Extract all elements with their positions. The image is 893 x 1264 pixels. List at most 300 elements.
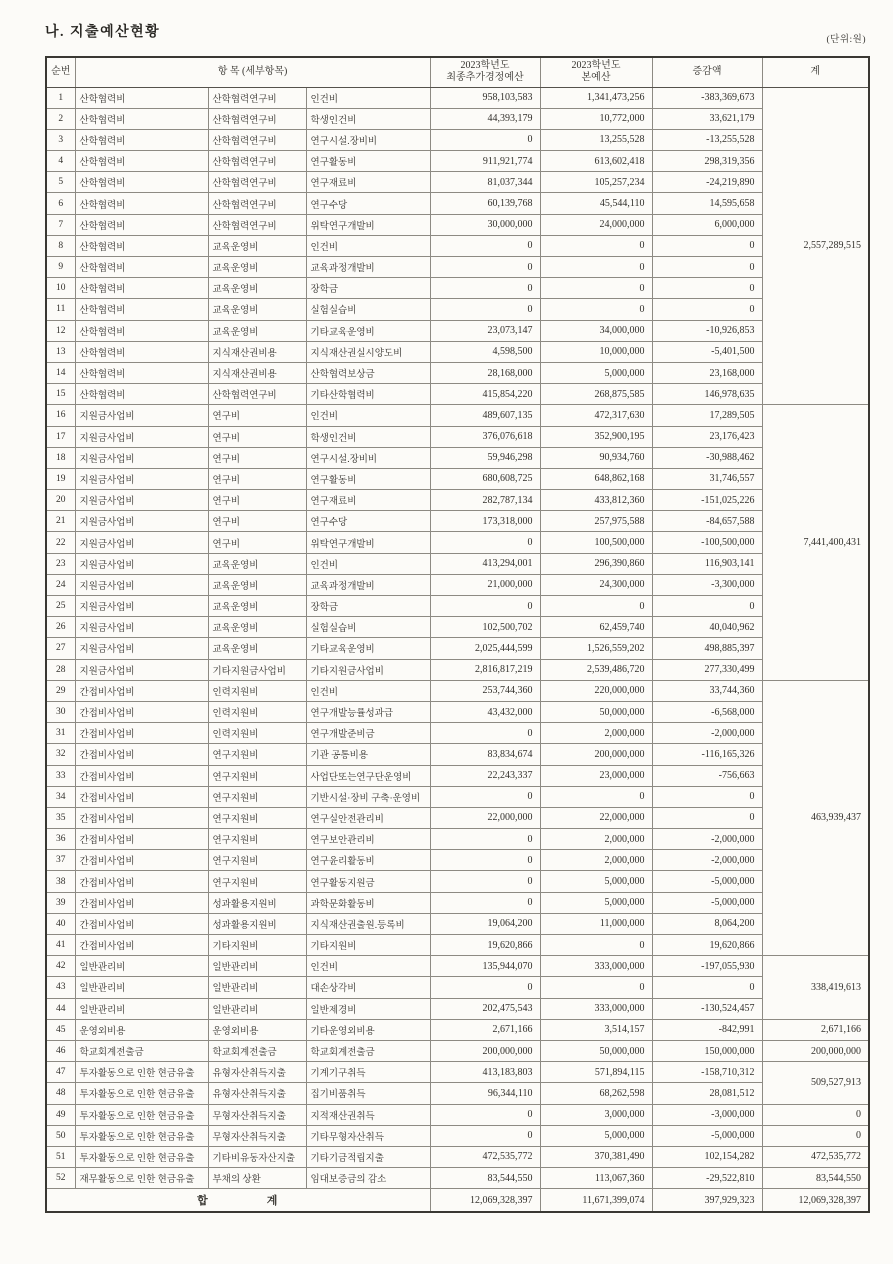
cell-change-amount: 277,330,499 [652, 659, 762, 680]
cell-item-level3: 과학문화활동비 [306, 892, 430, 913]
cell-main-budget: 5,000,000 [540, 892, 652, 913]
cell-item-level2: 학교회계전출금 [208, 1040, 306, 1061]
cell-item-level2: 기타지원금사업비 [208, 659, 306, 680]
cell-item-level1: 지원금사업비 [75, 426, 208, 447]
cell-main-budget: 333,000,000 [540, 998, 652, 1019]
table-row [46, 257, 869, 278]
cell-change-amount: 0 [652, 977, 762, 998]
cell-item-level2: 연구비 [208, 490, 306, 511]
cell-change-amount: -116,165,326 [652, 744, 762, 765]
cell-main-budget: 472,317,630 [540, 405, 652, 426]
cell-final-budget: 135,944,070 [430, 956, 540, 977]
cell-item-level2: 연구비 [208, 426, 306, 447]
grand-total-sum: 12,069,328,397 [762, 1189, 869, 1212]
cell-main-budget: 5,000,000 [540, 871, 652, 892]
cell-item-level3: 인건비 [306, 235, 430, 256]
cell-final-budget: 173,318,000 [430, 511, 540, 532]
cell-row-number: 9 [46, 257, 75, 278]
cell-main-budget: 433,812,360 [540, 490, 652, 511]
grand-total-label: 합 계 [46, 1189, 430, 1212]
cell-final-budget: 0 [430, 977, 540, 998]
cell-item-level2: 연구지원비 [208, 807, 306, 828]
cell-final-budget: 282,787,134 [430, 490, 540, 511]
table-row [46, 405, 869, 426]
cell-row-number: 49 [46, 1104, 75, 1125]
cell-item-level1: 지원금사업비 [75, 405, 208, 426]
cell-row-number: 50 [46, 1125, 75, 1146]
cell-main-budget: 571,894,115 [540, 1062, 652, 1083]
cell-row-number: 15 [46, 384, 75, 405]
table-row [46, 532, 869, 553]
cell-row-number: 14 [46, 362, 75, 383]
table-row [46, 596, 869, 617]
table-row [46, 829, 869, 850]
cell-item-level3: 인건비 [306, 87, 430, 108]
cell-change-amount: 0 [652, 596, 762, 617]
cell-change-amount: -2,000,000 [652, 850, 762, 871]
cell-item-level2: 유형자산취득지출 [208, 1062, 306, 1083]
cell-item-level1: 산학협력비 [75, 235, 208, 256]
cell-group-total: 509,527,913 [762, 1062, 869, 1104]
cell-item-level2: 기타지원비 [208, 935, 306, 956]
cell-final-budget: 22,000,000 [430, 807, 540, 828]
cell-final-budget: 253,744,360 [430, 680, 540, 701]
cell-final-budget: 43,432,000 [430, 701, 540, 722]
cell-item-level2: 교육운영비 [208, 257, 306, 278]
grand-total-diff: 397,929,323 [652, 1189, 762, 1212]
cell-item-level1: 일반관리비 [75, 977, 208, 998]
cell-change-amount: 0 [652, 807, 762, 828]
table-row [46, 1062, 869, 1083]
cell-item-level2: 연구지원비 [208, 871, 306, 892]
cell-item-level1: 지원금사업비 [75, 596, 208, 617]
cell-change-amount: 17,289,505 [652, 405, 762, 426]
cell-main-budget: 333,000,000 [540, 956, 652, 977]
cell-item-level2: 교육운영비 [208, 574, 306, 595]
cell-row-number: 42 [46, 956, 75, 977]
cell-change-amount: 0 [652, 299, 762, 320]
cell-group-total: 0 [762, 1125, 869, 1146]
cell-change-amount: 28,081,512 [652, 1083, 762, 1104]
cell-final-budget: 81,037,344 [430, 172, 540, 193]
cell-item-level2: 연구비 [208, 511, 306, 532]
cell-item-level3: 연구수당 [306, 511, 430, 532]
cell-item-level3: 연구수당 [306, 193, 430, 214]
cell-item-level2: 연구지원비 [208, 786, 306, 807]
cell-row-number: 13 [46, 341, 75, 362]
cell-main-budget: 613,602,418 [540, 151, 652, 172]
cell-main-budget: 62,459,740 [540, 617, 652, 638]
cell-item-level3: 교육과정개발비 [306, 257, 430, 278]
cell-group-total: 7,441,400,431 [762, 405, 869, 680]
cell-item-level3: 학생인건비 [306, 426, 430, 447]
cell-row-number: 33 [46, 765, 75, 786]
cell-row-number: 19 [46, 468, 75, 489]
cell-row-number: 37 [46, 850, 75, 871]
cell-item-level1: 투자활동으로 인한 현금유출 [75, 1125, 208, 1146]
cell-main-budget: 1,341,473,256 [540, 87, 652, 108]
header-diff: 증감액 [652, 57, 762, 87]
cell-change-amount: -5,000,000 [652, 892, 762, 913]
table-row [46, 214, 869, 235]
cell-item-level2: 연구비 [208, 447, 306, 468]
cell-item-level2: 기타비유동자산지출 [208, 1146, 306, 1167]
cell-item-level3: 장학금 [306, 278, 430, 299]
cell-row-number: 44 [46, 998, 75, 1019]
cell-main-budget: 100,500,000 [540, 532, 652, 553]
cell-item-level1: 투자활동으로 인한 현금유출 [75, 1104, 208, 1125]
table-row [46, 87, 869, 108]
cell-change-amount: -2,000,000 [652, 723, 762, 744]
cell-main-budget: 370,381,490 [540, 1146, 652, 1167]
cell-change-amount: 23,176,423 [652, 426, 762, 447]
cell-item-level2: 부채의 상환 [208, 1168, 306, 1189]
cell-item-level2: 산학협력연구비 [208, 193, 306, 214]
cell-group-total: 2,671,166 [762, 1019, 869, 1040]
cell-item-level2: 성과활용지원비 [208, 913, 306, 934]
cell-main-budget: 0 [540, 278, 652, 299]
cell-final-budget: 0 [430, 850, 540, 871]
cell-item-level3: 지식재산권출원.등록비 [306, 913, 430, 934]
cell-row-number: 4 [46, 151, 75, 172]
header-item: 항 목 (세부항목) [75, 57, 430, 87]
cell-main-budget: 10,000,000 [540, 341, 652, 362]
table-row [46, 1019, 869, 1040]
cell-row-number: 16 [46, 405, 75, 426]
cell-item-level3: 지식재산권실시양도비 [306, 341, 430, 362]
cell-change-amount: -383,369,673 [652, 87, 762, 108]
cell-row-number: 34 [46, 786, 75, 807]
cell-item-level3: 기타산학협력비 [306, 384, 430, 405]
cell-main-budget: 0 [540, 257, 652, 278]
cell-change-amount: 0 [652, 786, 762, 807]
cell-change-amount: -3,000,000 [652, 1104, 762, 1125]
cell-row-number: 45 [46, 1019, 75, 1040]
cell-final-budget: 413,294,001 [430, 553, 540, 574]
cell-item-level1: 간접비사업비 [75, 807, 208, 828]
cell-item-level1: 산학협력비 [75, 299, 208, 320]
cell-item-level1: 산학협력비 [75, 87, 208, 108]
cell-main-budget: 24,000,000 [540, 214, 652, 235]
table-row [46, 362, 869, 383]
cell-main-budget: 296,390,860 [540, 553, 652, 574]
cell-item-level2: 산학협력연구비 [208, 108, 306, 129]
table-row [46, 765, 869, 786]
cell-item-level2: 지식재산권비용 [208, 341, 306, 362]
cell-final-budget: 96,344,110 [430, 1083, 540, 1104]
cell-item-level1: 간접비사업비 [75, 913, 208, 934]
cell-item-level2: 연구지원비 [208, 850, 306, 871]
table-header-row [46, 57, 869, 87]
cell-change-amount: -842,991 [652, 1019, 762, 1040]
cell-change-amount: 40,040,962 [652, 617, 762, 638]
cell-item-level3: 인건비 [306, 553, 430, 574]
cell-row-number: 47 [46, 1062, 75, 1083]
cell-main-budget: 13,255,528 [540, 129, 652, 150]
cell-change-amount: -130,524,457 [652, 998, 762, 1019]
cell-main-budget: 0 [540, 299, 652, 320]
cell-change-amount: -151,025,226 [652, 490, 762, 511]
cell-final-budget: 30,000,000 [430, 214, 540, 235]
cell-item-level2: 유형자산취득지출 [208, 1083, 306, 1104]
cell-row-number: 43 [46, 977, 75, 998]
cell-final-budget: 0 [430, 278, 540, 299]
cell-item-level3: 일반제경비 [306, 998, 430, 1019]
cell-item-level2: 지식재산권비용 [208, 362, 306, 383]
cell-item-level3: 연구시설.장비비 [306, 447, 430, 468]
cell-main-budget: 648,862,168 [540, 468, 652, 489]
cell-change-amount: 0 [652, 235, 762, 256]
cell-group-total: 2,557,289,515 [762, 87, 869, 405]
cell-final-budget: 415,854,220 [430, 384, 540, 405]
cell-item-level2: 무형자산취득지출 [208, 1104, 306, 1125]
cell-item-level1: 지원금사업비 [75, 490, 208, 511]
cell-change-amount: -100,500,000 [652, 532, 762, 553]
table-row [46, 913, 869, 934]
cell-item-level1: 산학협력비 [75, 108, 208, 129]
cell-change-amount: -30,988,462 [652, 447, 762, 468]
cell-group-total: 200,000,000 [762, 1040, 869, 1061]
table-row [46, 617, 869, 638]
table-row [46, 850, 869, 871]
cell-main-budget: 34,000,000 [540, 320, 652, 341]
table-row [46, 129, 869, 150]
cell-item-level1: 지원금사업비 [75, 511, 208, 532]
cell-item-level3: 연구실안전관리비 [306, 807, 430, 828]
cell-item-level1: 산학협력비 [75, 129, 208, 150]
cell-item-level3: 위탁연구개발비 [306, 532, 430, 553]
cell-row-number: 21 [46, 511, 75, 532]
cell-change-amount: -5,000,000 [652, 1125, 762, 1146]
header-no: 순번 [46, 57, 75, 87]
cell-item-level1: 투자활동으로 인한 현금유출 [75, 1083, 208, 1104]
cell-item-level2: 교육운영비 [208, 278, 306, 299]
cell-row-number: 32 [46, 744, 75, 765]
cell-item-level1: 간접비사업비 [75, 723, 208, 744]
cell-item-level1: 산학협력비 [75, 341, 208, 362]
table-row [46, 193, 869, 214]
cell-main-budget: 352,900,195 [540, 426, 652, 447]
cell-item-level1: 간접비사업비 [75, 935, 208, 956]
cell-final-budget: 83,544,550 [430, 1168, 540, 1189]
cell-item-level1: 산학협력비 [75, 214, 208, 235]
cell-main-budget: 5,000,000 [540, 1125, 652, 1146]
cell-item-level1: 지원금사업비 [75, 553, 208, 574]
cell-item-level2: 산학협력연구비 [208, 384, 306, 405]
cell-item-level3: 학교회계전출금 [306, 1040, 430, 1061]
cell-item-level2: 교육운영비 [208, 617, 306, 638]
cell-item-level3: 기관 공통비용 [306, 744, 430, 765]
cell-main-budget: 50,000,000 [540, 701, 652, 722]
cell-final-budget: 0 [430, 786, 540, 807]
cell-item-level3: 연구보안관리비 [306, 829, 430, 850]
cell-final-budget: 0 [430, 892, 540, 913]
table-row [46, 744, 869, 765]
cell-item-level2: 교육운영비 [208, 235, 306, 256]
cell-final-budget: 4,598,500 [430, 341, 540, 362]
cell-row-number: 36 [46, 829, 75, 850]
cell-item-level3: 인건비 [306, 680, 430, 701]
cell-item-level1: 투자활동으로 인한 현금유출 [75, 1146, 208, 1167]
cell-row-number: 7 [46, 214, 75, 235]
table-row [46, 701, 869, 722]
cell-main-budget: 3,514,157 [540, 1019, 652, 1040]
cell-item-level3: 연구재료비 [306, 172, 430, 193]
cell-final-budget: 0 [430, 257, 540, 278]
table-row [46, 998, 869, 1019]
cell-item-level1: 학교회계전출금 [75, 1040, 208, 1061]
cell-change-amount: 33,621,179 [652, 108, 762, 129]
cell-item-level1: 재무활동으로 인한 현금유출 [75, 1168, 208, 1189]
cell-item-level2: 교육운영비 [208, 320, 306, 341]
cell-change-amount: -5,000,000 [652, 871, 762, 892]
table-row [46, 1040, 869, 1061]
cell-main-budget: 2,000,000 [540, 829, 652, 850]
cell-item-level2: 연구지원비 [208, 829, 306, 850]
table-row [46, 151, 869, 172]
cell-row-number: 3 [46, 129, 75, 150]
cell-main-budget: 0 [540, 977, 652, 998]
cell-item-level3: 대손상각비 [306, 977, 430, 998]
cell-item-level3: 연구재료비 [306, 490, 430, 511]
cell-final-budget: 59,946,298 [430, 447, 540, 468]
cell-item-level3: 인건비 [306, 956, 430, 977]
table-row [46, 299, 869, 320]
cell-change-amount: -6,568,000 [652, 701, 762, 722]
table-row [46, 490, 869, 511]
cell-change-amount: 0 [652, 257, 762, 278]
cell-item-level1: 간접비사업비 [75, 744, 208, 765]
cell-row-number: 22 [46, 532, 75, 553]
cell-final-budget: 0 [430, 299, 540, 320]
cell-main-budget: 45,544,110 [540, 193, 652, 214]
cell-change-amount: 298,319,356 [652, 151, 762, 172]
cell-item-level3: 연구활동지원금 [306, 871, 430, 892]
cell-item-level1: 지원금사업비 [75, 617, 208, 638]
cell-main-budget: 5,000,000 [540, 362, 652, 383]
cell-row-number: 5 [46, 172, 75, 193]
cell-item-level2: 연구지원비 [208, 765, 306, 786]
cell-item-level1: 간접비사업비 [75, 786, 208, 807]
cell-item-level1: 간접비사업비 [75, 680, 208, 701]
cell-item-level1: 산학협력비 [75, 278, 208, 299]
table-row [46, 786, 869, 807]
cell-final-budget: 28,168,000 [430, 362, 540, 383]
cell-item-level3: 기반시설·장비 구축·운영비 [306, 786, 430, 807]
cell-row-number: 12 [46, 320, 75, 341]
table-row [46, 341, 869, 362]
header-final-line2: 최종추가경정예산 [446, 72, 524, 84]
cell-item-level3: 집기비품취득 [306, 1083, 430, 1104]
cell-item-level3: 연구활동비 [306, 468, 430, 489]
cell-item-level2: 산학협력연구비 [208, 151, 306, 172]
cell-change-amount: 150,000,000 [652, 1040, 762, 1061]
cell-item-level3: 학생인건비 [306, 108, 430, 129]
cell-row-number: 30 [46, 701, 75, 722]
cell-main-budget: 200,000,000 [540, 744, 652, 765]
cell-item-level2: 일반관리비 [208, 956, 306, 977]
cell-main-budget: 2,000,000 [540, 850, 652, 871]
cell-main-budget: 257,975,588 [540, 511, 652, 532]
header-total: 계 [762, 57, 869, 87]
cell-final-budget: 19,620,866 [430, 935, 540, 956]
cell-item-level3: 실험실습비 [306, 299, 430, 320]
cell-item-level2: 연구비 [208, 405, 306, 426]
cell-final-budget: 680,608,725 [430, 468, 540, 489]
cell-group-total: 463,939,437 [762, 680, 869, 955]
cell-item-level3: 임대보증금의 감소 [306, 1168, 430, 1189]
cell-change-amount: -3,300,000 [652, 574, 762, 595]
cell-item-level1: 간접비사업비 [75, 892, 208, 913]
cell-final-budget: 472,535,772 [430, 1146, 540, 1167]
cell-item-level3: 기계기구취득 [306, 1062, 430, 1083]
cell-final-budget: 413,183,803 [430, 1062, 540, 1083]
table-row [46, 1168, 869, 1189]
cell-item-level1: 간접비사업비 [75, 765, 208, 786]
cell-row-number: 51 [46, 1146, 75, 1167]
cell-final-budget: 22,243,337 [430, 765, 540, 786]
cell-item-level2: 교육운영비 [208, 596, 306, 617]
cell-row-number: 23 [46, 553, 75, 574]
cell-main-budget: 113,067,360 [540, 1168, 652, 1189]
header-final-budget [430, 57, 540, 87]
cell-item-level1: 지원금사업비 [75, 659, 208, 680]
table-row [46, 278, 869, 299]
cell-main-budget: 1,526,559,202 [540, 638, 652, 659]
table-row [46, 1083, 869, 1104]
cell-final-budget: 0 [430, 129, 540, 150]
table-row [46, 638, 869, 659]
cell-change-amount: 8,064,200 [652, 913, 762, 934]
header-main-line1: 2023학년도 [571, 59, 621, 71]
table-row [46, 871, 869, 892]
cell-item-level1: 지원금사업비 [75, 532, 208, 553]
table-row [46, 553, 869, 574]
cell-change-amount: 146,978,635 [652, 384, 762, 405]
cell-row-number: 46 [46, 1040, 75, 1061]
cell-final-budget: 0 [430, 235, 540, 256]
table-row [46, 172, 869, 193]
table-row [46, 1104, 869, 1125]
cell-final-budget: 0 [430, 871, 540, 892]
cell-item-level3: 인건비 [306, 405, 430, 426]
cell-item-level2: 연구비 [208, 532, 306, 553]
table-row [46, 447, 869, 468]
cell-item-level2: 일반관리비 [208, 998, 306, 1019]
cell-main-budget: 24,300,000 [540, 574, 652, 595]
cell-item-level1: 산학협력비 [75, 384, 208, 405]
table-row [46, 574, 869, 595]
cell-final-budget: 0 [430, 723, 540, 744]
cell-item-level1: 간접비사업비 [75, 850, 208, 871]
cell-final-budget: 83,834,674 [430, 744, 540, 765]
cell-item-level1: 간접비사업비 [75, 829, 208, 850]
cell-final-budget: 60,139,768 [430, 193, 540, 214]
cell-item-level1: 산학협력비 [75, 257, 208, 278]
cell-change-amount: 6,000,000 [652, 214, 762, 235]
cell-item-level2: 성과활용지원비 [208, 892, 306, 913]
cell-item-level2: 인력지원비 [208, 723, 306, 744]
cell-row-number: 27 [46, 638, 75, 659]
cell-final-budget: 0 [430, 596, 540, 617]
cell-item-level2: 교육운영비 [208, 553, 306, 574]
header-main-line2: 본예산 [581, 72, 611, 84]
cell-row-number: 26 [46, 617, 75, 638]
cell-item-level1: 산학협력비 [75, 320, 208, 341]
cell-final-budget: 2,025,444,599 [430, 638, 540, 659]
cell-row-number: 20 [46, 490, 75, 511]
cell-item-level1: 일반관리비 [75, 998, 208, 1019]
